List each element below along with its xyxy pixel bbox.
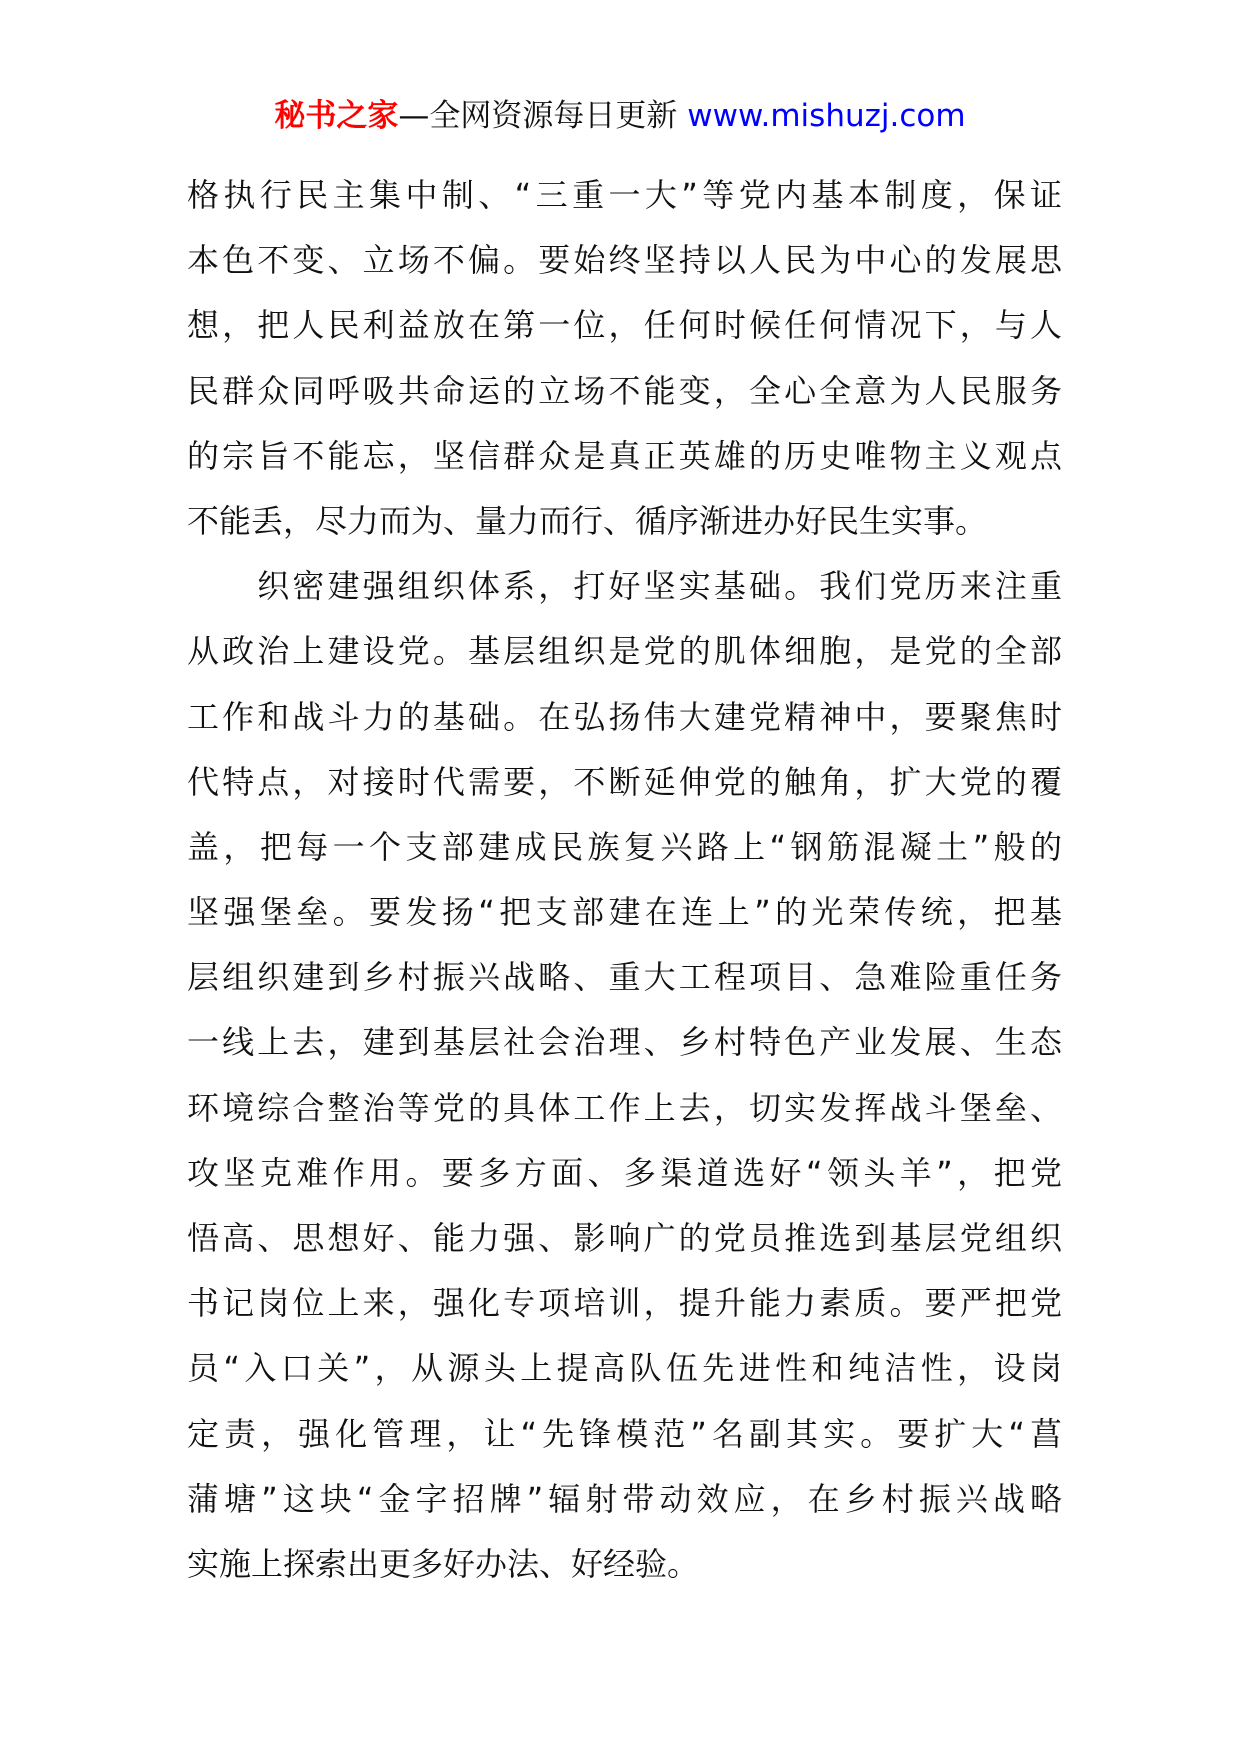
text-line: 攻坚克难作用。要多方面、多渠道选好“领头羊”，把党 — [187, 1153, 1062, 1192]
text-line: 书记岗位上来，强化专项培训，提升能力素质。要严把党 — [187, 1284, 1062, 1323]
text-line: 员“入口关”，从源头上提高队伍先进性和纯洁性，设岗 — [187, 1349, 1062, 1388]
text-line: 民群众同呼吸共命运的立场不能变，全心全意为人民服务 — [187, 371, 1062, 410]
paragraph-2 — [187, 554, 1062, 1597]
text-line: 格执行民主集中制、“三重一大”等党内基本制度，保证 — [187, 176, 1062, 214]
brand-name: 秘书之家 — [274, 98, 399, 134]
text-line: 悟高、思想好、能力强、影响广的党员推选到基层党组织 — [187, 1219, 1062, 1257]
header-url[interactable]: www.mishuzj.com — [687, 98, 966, 134]
text-line: 实施上探索出更多好办法、好经验。 — [187, 1544, 700, 1583]
text-line: 坚强堡垒。要发扬“把支部建在连上”的光荣传统，把基 — [187, 893, 1062, 932]
text-line: 盖，把每一个支部建成民族复兴路上“钢筋混凝土”般的 — [187, 827, 1062, 866]
text-line: 从政治上建设党。基层组织是党的肌体细胞，是党的全部 — [187, 632, 1062, 671]
text-line: 不能丢，尽力而为、量力而行、循序渐进办好民生实事。 — [187, 501, 988, 540]
text-line: 层组织建到乡村振兴战略、重大工程项目、急难险重任务 — [187, 958, 1062, 997]
header-tagline: —全网资源每日更新 — [398, 98, 688, 134]
page-header — [0, 96, 1240, 136]
text-line: 蒲塘”这块“金字招牌”辐射带动效应，在乡村振兴战略 — [187, 1479, 1062, 1518]
document-body — [187, 163, 1062, 1597]
text-line: 织密建强组织体系，打好坚实基础。我们党历来注重 — [187, 567, 1062, 606]
text-line: 代特点，对接时代需要，不断延伸党的触角，扩大党的覆 — [187, 762, 1062, 801]
text-line: 一线上去，建到基层社会治理、乡村特色产业发展、生态 — [187, 1023, 1062, 1062]
text-line: 环境综合整治等党的具体工作上去，切实发挥战斗堡垒、 — [187, 1088, 1062, 1127]
text-line: 定责，强化管理，让“先锋模范”名副其实。要扩大“菖 — [187, 1414, 1062, 1453]
text-line: 本色不变、立场不偏。要始终坚持以人民为中心的发展思 — [187, 241, 1062, 280]
text-line: 工作和战斗力的基础。在弘扬伟大建党精神中，要聚焦时 — [187, 697, 1062, 736]
text-line: 想，把人民利益放在第一位，任何时候任何情况下，与人 — [187, 306, 1062, 345]
paragraph-1 — [187, 163, 1062, 554]
text-line: 的宗旨不能忘，坚信群众是真正英雄的历史唯物主义观点 — [187, 436, 1062, 475]
